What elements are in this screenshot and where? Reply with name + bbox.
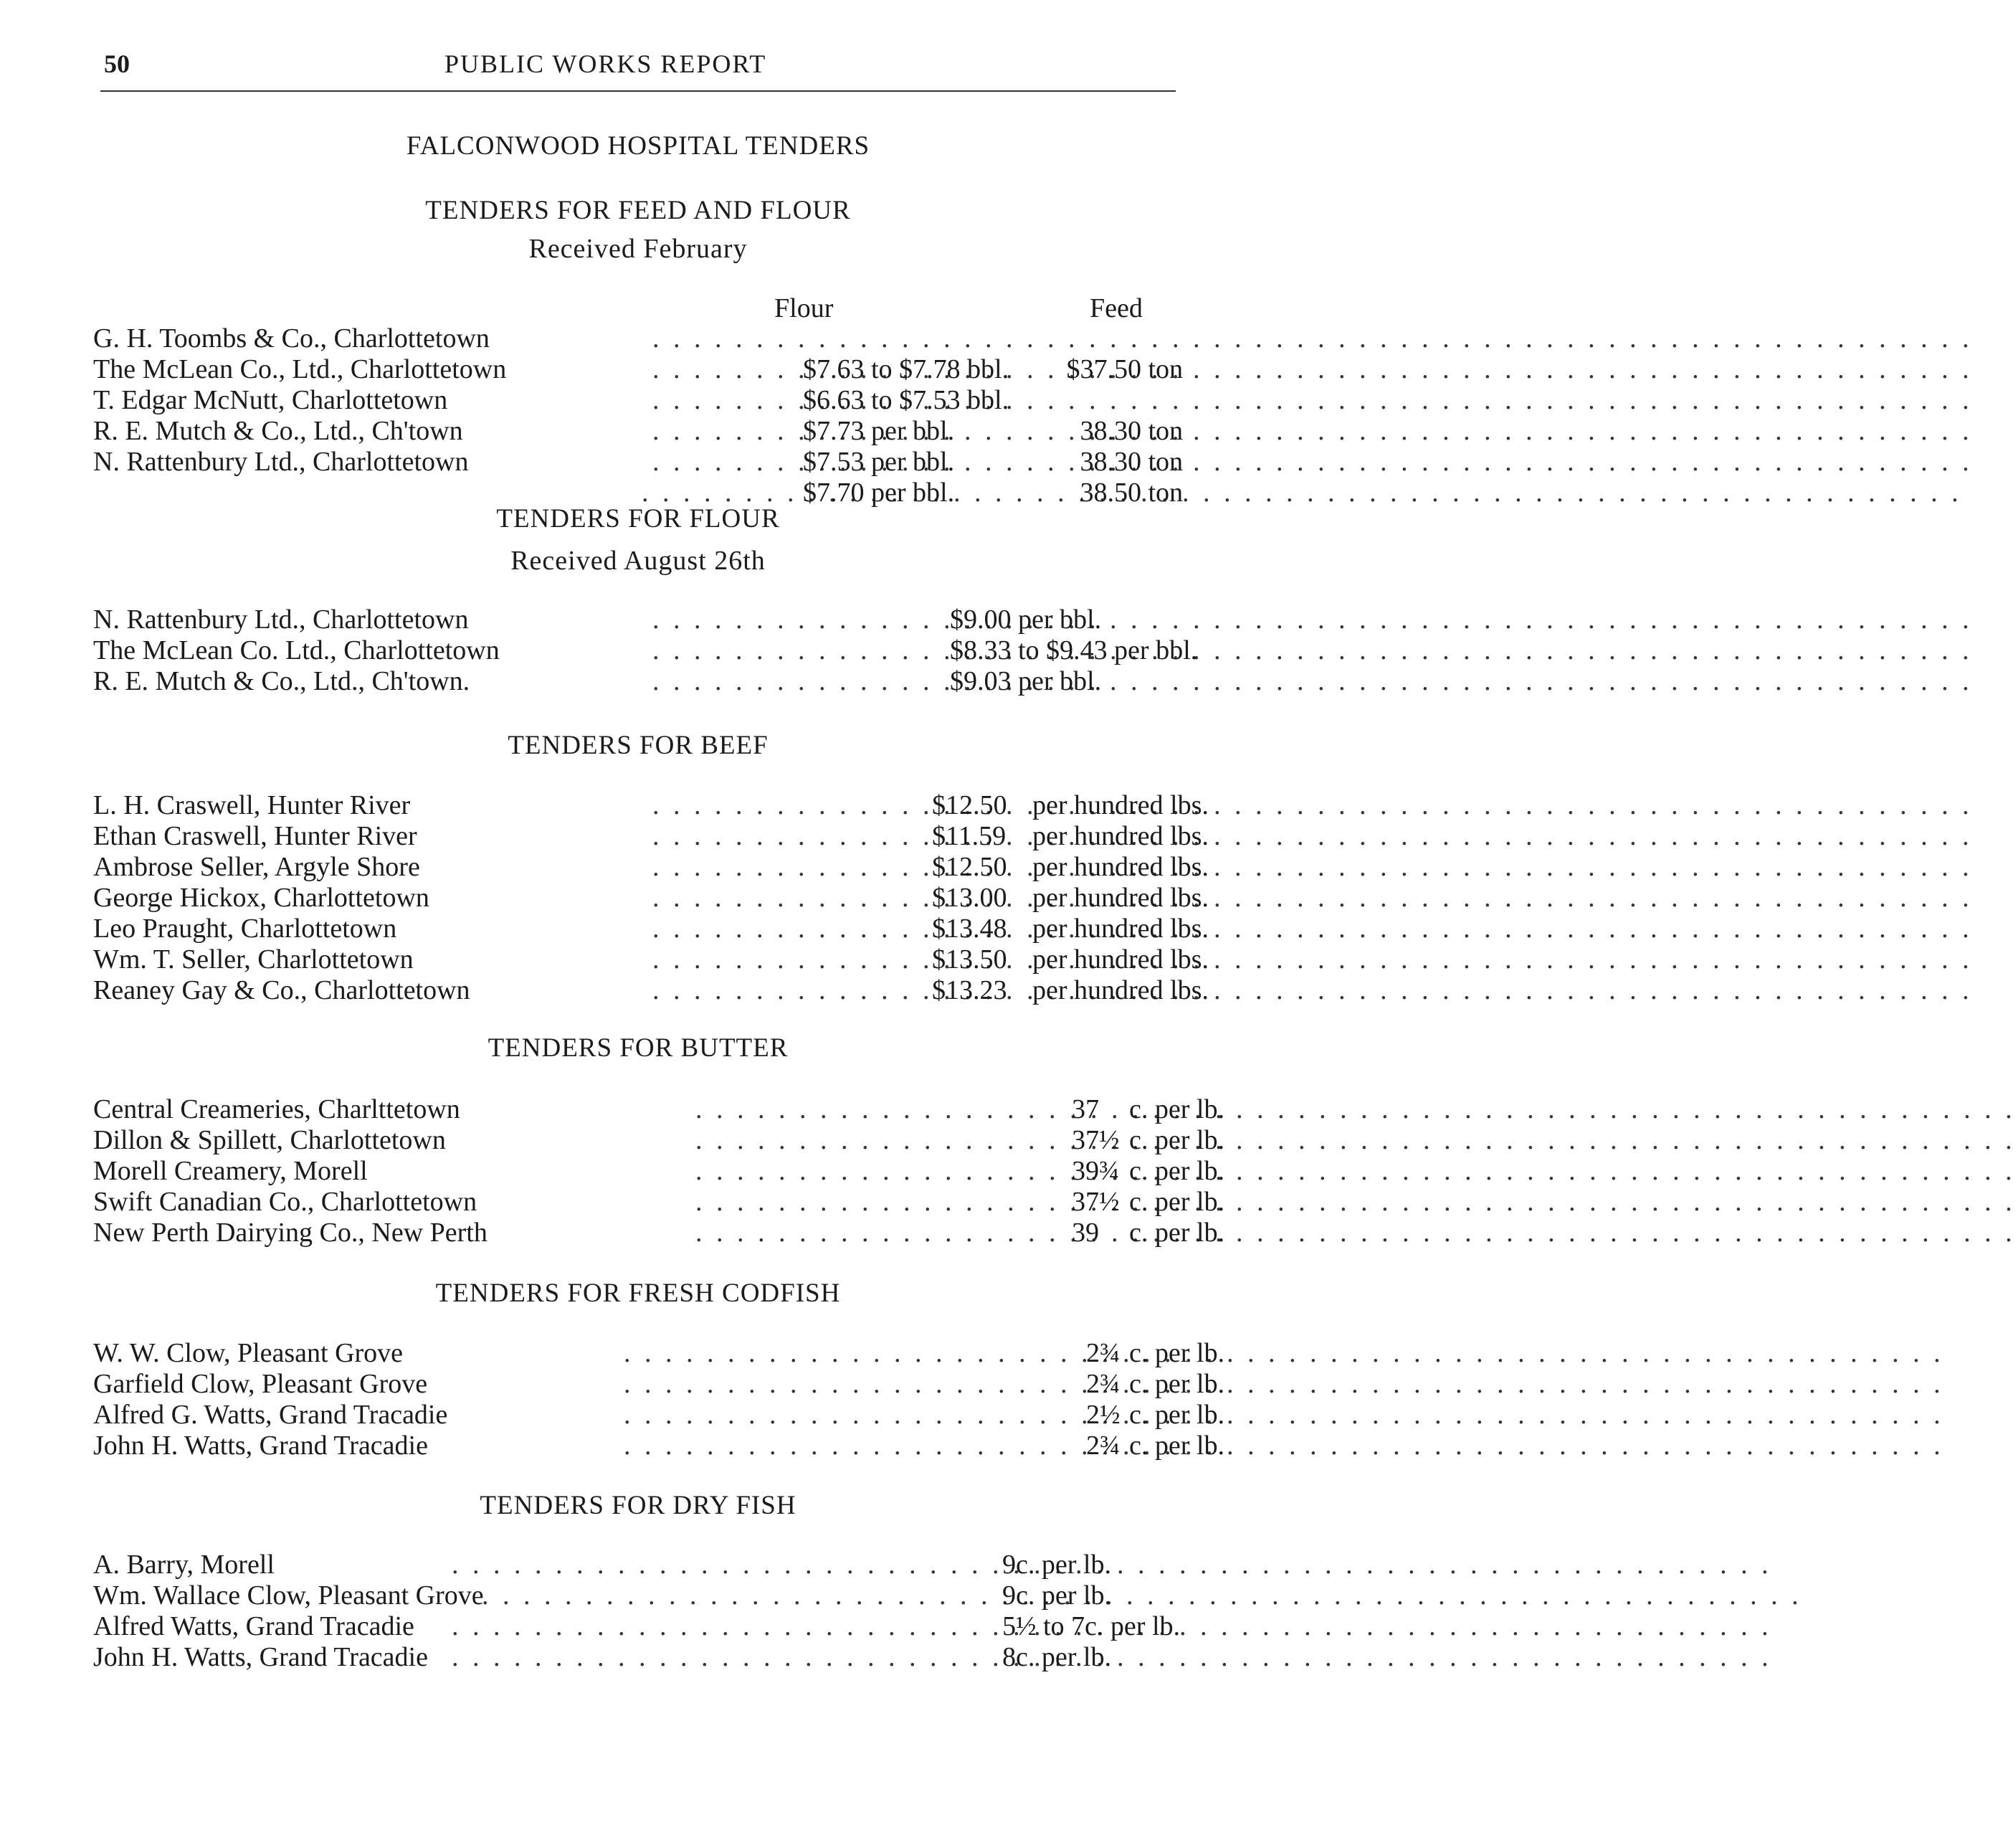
feed_flour-row-feed: 38.30 ton (1080, 447, 1183, 477)
dot-leader (452, 1641, 979, 1673)
beef-row-unit: per hundred lbs. (1032, 852, 1209, 882)
butter-row (93, 1155, 1225, 1187)
dot-leader (624, 1368, 1047, 1400)
feed_flour-row-name: T. Edgar McNutt, Charlottetown (93, 385, 448, 415)
beef-row (93, 913, 1209, 944)
flour-row (93, 665, 1183, 697)
feed_flour-row (93, 415, 1183, 447)
codfish-row-name: John H. Watts, Grand Tracadie (93, 1431, 428, 1461)
codfish-heading: TENDERS FOR FRESH CODFISH (435, 1279, 841, 1308)
butter-row-price: 37½ (1072, 1125, 1120, 1155)
main-title: FALCONWOOD HOSPITAL TENDERS (406, 131, 870, 161)
dot-leader (652, 851, 910, 883)
dryfish-row-name: A. Barry, Morell (93, 1550, 275, 1580)
dot-leader (452, 1611, 979, 1642)
dot-leader (652, 446, 789, 478)
dryfish-row-name: Wm. Wallace Clow, Pleasant Grove (93, 1580, 484, 1611)
butter-row-name: Swift Canadian Co., Charlottetown (93, 1187, 477, 1217)
feed_flour-row-name: N. Rattenbury Ltd., Charlottetown (93, 447, 469, 477)
feed_flour-row-flour: $7.73 per bbl. (803, 416, 955, 446)
beef-row (93, 944, 1209, 975)
flour-row (93, 604, 1183, 635)
butter-row-price: 39¾ (1072, 1156, 1120, 1186)
dot-leader (624, 1430, 1047, 1461)
column-flour: Flour (774, 293, 834, 323)
beef-row (93, 882, 1209, 914)
flour-row (93, 635, 1198, 666)
codfish-row (93, 1337, 1225, 1369)
dryfish-row (93, 1641, 1183, 1673)
dryfish-row-name: Alfred Watts, Grand Tracadie (93, 1611, 414, 1641)
codfish-row-price: 2½ (1086, 1400, 1121, 1430)
beef-row-unit: per hundred lbs. (1032, 790, 1209, 820)
dot-leader (652, 974, 910, 1006)
feed_flour-row-flour: $7.63 to $7.78 bbl. (803, 354, 1009, 384)
feed_flour-row-flour: $7.53 per bbl. (803, 447, 955, 477)
dot-leader (652, 882, 910, 914)
beef-row-name: Wm. T. Seller, Charlottetown (93, 944, 414, 974)
running-title: PUBLIC WORKS REPORT (444, 49, 767, 78)
butter-row-unit: c. per lb. (1129, 1187, 1225, 1217)
dot-leader (652, 604, 939, 635)
dot-leader (652, 665, 939, 697)
column-feed: Feed (1090, 293, 1143, 323)
dot-leader (652, 820, 910, 852)
beef-row-price: $13.23 (932, 975, 1007, 1005)
beef-row (93, 789, 1209, 821)
dot-leader (624, 1399, 1047, 1431)
beef-row-unit: per hundred lbs. (1032, 944, 1209, 974)
beef-row-unit: per hundred lbs. (1032, 821, 1209, 851)
dryfish-row-price: 8c. per lb. (1002, 1642, 1111, 1672)
dryfish-row-price: 9c. per lb. (1002, 1580, 1111, 1611)
dot-leader (482, 1580, 979, 1611)
beef-row-name: Reaney Gay & Co., Charlottetown (93, 975, 470, 1005)
beef-row-unit: per hundred lbs. (1032, 975, 1209, 1005)
dryfish-row-price: 9c. per lb. (1002, 1550, 1111, 1580)
flour-row-name: R. E. Mutch & Co., Ltd., Ch'town. (93, 666, 470, 696)
beef-row-name: Ambrose Seller, Argyle Shore (93, 852, 420, 882)
butter-row-price: 37 (1072, 1094, 1099, 1124)
butter-row-name: Morell Creamery, Morell (93, 1156, 368, 1186)
flour-row-name: N. Rattenbury Ltd., Charlottetown (93, 604, 469, 635)
feed-flour-received: Received February (528, 234, 748, 264)
codfish-row-unit: c. per lb. (1129, 1338, 1225, 1368)
beef-row-price: $12.50 (932, 852, 1007, 882)
dot-leader (652, 415, 789, 447)
butter-row (93, 1094, 1225, 1125)
feed_flour-row-feed: $37.50 ton (1066, 354, 1183, 384)
butter-row-unit: c. per lb. (1129, 1094, 1225, 1124)
butter-row (93, 1124, 1225, 1156)
flour-row-name: The McLean Co. Ltd., Charlottetown (93, 635, 500, 665)
butter-row-name: Central Creameries, Charlttetown (93, 1094, 460, 1124)
butter-row-unit: c. per lb. (1129, 1125, 1225, 1155)
dot-leader (652, 384, 789, 416)
feed_flour-row (93, 384, 1183, 416)
butter-row-price: 39 (1072, 1218, 1099, 1248)
dot-leader (652, 354, 789, 385)
beef-heading: TENDERS FOR BEEF (508, 731, 769, 760)
flour-row-price: $9.03 per bbl. (950, 666, 1102, 696)
feed_flour-row (93, 446, 1183, 478)
dot-leader (652, 635, 939, 666)
feed-flour-heading: TENDERS FOR FEED AND FLOUR (425, 196, 851, 225)
dryfish-row-name: John H. Watts, Grand Tracadie (93, 1642, 428, 1672)
dryfish-row-price: 5½ to 7c. per lb. (1002, 1611, 1181, 1641)
beef-row-name: Leo Praught, Charlottetown (93, 914, 397, 944)
butter-row (93, 1186, 1225, 1218)
dot-leader (624, 1337, 1047, 1369)
feed_flour-row-flour: $7.70 per bbl. (803, 478, 955, 508)
feed_flour-row-feed: 38.30 ton (1080, 416, 1183, 446)
dot-leader (695, 1155, 1047, 1187)
beef-row-name: George Hickox, Charlottetown (93, 883, 429, 913)
beef-row (93, 851, 1209, 883)
butter-row-name: Dillon & Spillett, Charlottetown (93, 1125, 446, 1155)
beef-row-price: $11.59 (932, 821, 1007, 851)
butter-row-name: New Perth Dairying Co., New Perth (93, 1218, 488, 1248)
dot-leader (652, 789, 910, 821)
codfish-row-unit: c. per lb. (1129, 1400, 1225, 1430)
feed_flour-row-flour: $6.63 to $7.53 bbl. (803, 385, 1009, 415)
flour-heading: TENDERS FOR FLOUR (496, 504, 780, 533)
dryfish-row (93, 1549, 1183, 1580)
beef-row-price: $13.48 (932, 914, 1007, 944)
dot-leader (695, 1186, 1047, 1218)
feed_flour-row (93, 323, 1183, 354)
feed_flour-row-name: The McLean Co., Ltd., Charlottetown (93, 354, 507, 384)
beef-row-unit: per hundred lbs. (1032, 883, 1209, 913)
beef-row-name: Ethan Craswell, Hunter River (93, 821, 417, 851)
codfish-row-name: Alfred G. Watts, Grand Tracadie (93, 1400, 448, 1430)
dryfish-row (93, 1611, 1183, 1642)
beef-row-price: $13.00 (932, 883, 1007, 913)
beef-row (93, 974, 1209, 1006)
beef-row-unit: per hundred lbs. (1032, 914, 1209, 944)
header-rule (100, 90, 1176, 92)
feed_flour-row (93, 354, 1183, 385)
dot-leader (452, 1549, 979, 1580)
dryfish-heading: TENDERS FOR DRY FISH (480, 1491, 797, 1520)
codfish-row (93, 1368, 1225, 1400)
flour-row-price: $9.00 per bbl. (950, 604, 1102, 635)
feed-flour-column-headers (93, 293, 1183, 324)
dot-leader (652, 323, 789, 354)
page-number: 50 (104, 49, 130, 78)
beef-row-price: $13.50 (932, 944, 1007, 974)
dot-leader (695, 1217, 1047, 1248)
butter-row-unit: c. per lb. (1129, 1156, 1225, 1186)
beef-row-price: $12.50 (932, 790, 1007, 820)
feed_flour-row-feed: 38.50 ton (1080, 478, 1183, 508)
dot-leader (652, 944, 910, 975)
flour-received: Received August 26th (510, 546, 766, 576)
flour-row-price: $8.33 to $9.43 per bbl. (950, 635, 1198, 665)
codfish-row-name: Garfield Clow, Pleasant Grove (93, 1369, 428, 1399)
butter-heading: TENDERS FOR BUTTER (488, 1033, 789, 1063)
beef-row (93, 820, 1209, 852)
beef-row-name: L. H. Craswell, Hunter River (93, 790, 411, 820)
feed_flour-row-name: G. H. Toombs & Co., Charlottetown (93, 323, 490, 354)
butter-row-price: 37½ (1072, 1187, 1120, 1217)
codfish-row-price: 2¾ (1086, 1431, 1121, 1461)
codfish-row-price: 2¾ (1086, 1369, 1121, 1399)
butter-row (93, 1217, 1225, 1248)
codfish-row-name: W. W. Clow, Pleasant Grove (93, 1338, 404, 1368)
dot-leader (695, 1094, 1047, 1125)
dot-leader (695, 1124, 1047, 1156)
codfish-row-price: 2¾ (1086, 1338, 1121, 1368)
feed_flour-row-name: R. E. Mutch & Co., Ltd., Ch'town (93, 416, 463, 446)
dot-leader (652, 913, 910, 944)
dryfish-row (93, 1580, 1183, 1611)
codfish-row (93, 1430, 1225, 1461)
codfish-row-unit: c. per lb. (1129, 1431, 1225, 1461)
butter-row-unit: c. per lb. (1129, 1218, 1225, 1248)
codfish-row-unit: c. per lb. (1129, 1369, 1225, 1399)
codfish-row (93, 1399, 1225, 1431)
